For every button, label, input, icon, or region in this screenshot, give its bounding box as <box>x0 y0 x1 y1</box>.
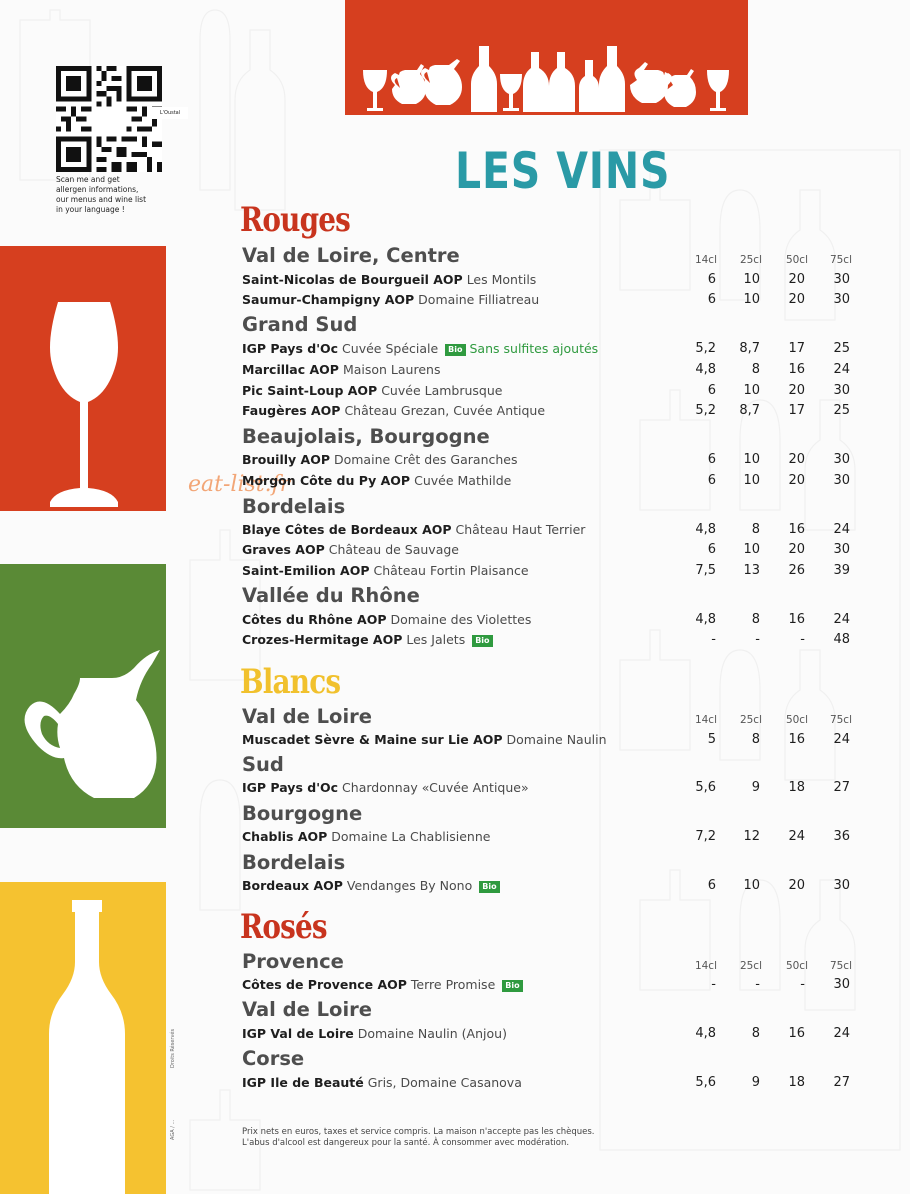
size-14cl: 14cl <box>694 714 717 726</box>
qr-code-icon[interactable] <box>56 66 162 172</box>
price-14cl: 6 <box>707 383 716 398</box>
size-25cl: 25cl <box>739 714 762 726</box>
price-14cl: 4,8 <box>695 362 716 377</box>
price-14cl: 4,8 <box>695 522 716 537</box>
wine-desc: Cuvée Lambrusque <box>381 383 503 398</box>
price-14cl: 6 <box>707 452 716 467</box>
region-title: Val de Loire, Centre <box>242 244 460 267</box>
wine-row <box>242 977 862 995</box>
price-25cl: 10 <box>743 473 760 488</box>
page-title: LES VINS <box>455 142 671 200</box>
price-14cl: - <box>711 632 716 647</box>
price-14cl: 7,5 <box>695 563 716 578</box>
wine-name: Bordeaux AOP <box>242 878 343 893</box>
price-50cl: 16 <box>788 612 805 627</box>
size-50cl: 50cl <box>785 714 808 726</box>
wine-row <box>242 362 862 380</box>
wine-name: IGP Pays d'Oc <box>242 341 339 356</box>
wine-name: Blaye Côtes de Bordeaux AOP <box>242 522 452 537</box>
category-blancs: Blancs <box>240 662 341 702</box>
wine-row <box>242 1026 862 1044</box>
price-14cl: 5,6 <box>695 780 716 795</box>
price-25cl: 10 <box>743 272 760 287</box>
price-14cl: 5,2 <box>695 341 716 356</box>
wine-desc: Domaine des Violettes <box>390 612 532 627</box>
size-14cl: 14cl <box>694 960 717 972</box>
price-25cl: 10 <box>743 878 760 893</box>
wine-row <box>242 292 862 310</box>
bio-badge: Bio <box>502 980 522 992</box>
price-50cl: 16 <box>788 1026 805 1041</box>
wine-desc: Château Grezan, Cuvée Antique <box>344 403 546 418</box>
price-50cl: - <box>800 632 805 647</box>
wine-row <box>242 878 862 896</box>
price-25cl: 10 <box>743 383 760 398</box>
price-25cl: - <box>755 632 760 647</box>
price-14cl: 5 <box>707 732 716 747</box>
price-75cl: 24 <box>833 1026 850 1041</box>
region-title: Bourgogne <box>242 802 363 825</box>
wine-desc: Domaine Naulin (Anjou) <box>357 1026 507 1041</box>
price-75cl: 24 <box>833 522 850 537</box>
price-75cl: 30 <box>833 452 850 467</box>
wine-desc: Chardonnay «Cuvée Antique» <box>342 780 529 795</box>
size-header <box>0 960 910 974</box>
wine-desc: Château Fortin Plaisance <box>373 563 529 578</box>
wine-desc: Château de Sauvage <box>328 542 459 557</box>
size-header <box>0 254 910 268</box>
wine-name: Marcillac AOP <box>242 362 339 377</box>
credit-note: AGA / ... <box>170 1119 176 1140</box>
price-25cl: 8,7 <box>739 341 760 356</box>
wine-row <box>242 632 862 650</box>
wine-name: Graves AOP <box>242 542 325 557</box>
wine-name: Muscadet Sèvre & Maine sur Lie AOP <box>242 732 503 747</box>
price-50cl: 17 <box>788 403 805 418</box>
size-75cl: 75cl <box>829 960 852 972</box>
region-title: Vallée du Rhône <box>242 584 420 607</box>
bio-badge: Bio <box>472 635 492 647</box>
region-title: Bordelais <box>242 851 346 874</box>
wine-name: Morgon Côte du Py AOP <box>242 473 411 488</box>
price-75cl: 39 <box>833 563 850 578</box>
wine-row <box>242 341 862 359</box>
price-25cl: 8 <box>751 362 760 377</box>
wine-desc: Gris, Domaine Casanova <box>367 1075 522 1090</box>
wine-name: Crozes-Hermitage AOP <box>242 632 403 647</box>
price-25cl: 10 <box>743 542 760 557</box>
wine-desc: Maison Laurens <box>342 362 441 377</box>
wine-desc: Domaine La Chablisienne <box>331 829 491 844</box>
wine-name: Côtes du Rhône AOP <box>242 612 387 627</box>
price-14cl: - <box>711 977 716 992</box>
wine-desc: Terre Promise <box>410 977 496 992</box>
top-banner <box>345 0 748 115</box>
size-50cl: 50cl <box>785 960 808 972</box>
bio-badge: Bio <box>479 881 499 893</box>
price-75cl: 36 <box>833 829 850 844</box>
wine-row <box>242 383 862 401</box>
wine-desc: Les Jalets <box>406 632 466 647</box>
price-50cl: 16 <box>788 362 805 377</box>
price-75cl: 30 <box>833 977 850 992</box>
wine-row <box>242 473 862 491</box>
price-75cl: 30 <box>833 542 850 557</box>
price-50cl: 20 <box>788 473 805 488</box>
price-14cl: 6 <box>707 473 716 488</box>
price-14cl: 5,2 <box>695 403 716 418</box>
region-title: Bordelais <box>242 495 346 518</box>
region-title: Sud <box>242 753 284 776</box>
price-14cl: 6 <box>707 272 716 287</box>
price-14cl: 5,6 <box>695 1075 716 1090</box>
bottle-icon <box>0 882 166 1194</box>
price-75cl: 27 <box>833 1075 850 1090</box>
wine-name: Pic Saint-Loup AOP <box>242 383 378 398</box>
price-25cl: 8,7 <box>739 403 760 418</box>
wine-name: IGP Ile de Beauté <box>242 1075 364 1090</box>
region-title: Grand Sud <box>242 313 358 336</box>
pitcher-icon <box>0 564 166 828</box>
wine-name: Chablis AOP <box>242 829 328 844</box>
region-title: Val de Loire <box>242 705 372 728</box>
price-50cl: 20 <box>788 292 805 307</box>
wine-row <box>242 272 862 290</box>
wine-row <box>242 732 862 750</box>
bio-badge: Bio <box>445 344 465 356</box>
qr-caption <box>56 175 176 215</box>
size-75cl: 75cl <box>829 254 852 266</box>
qr-caption-line: our menus and wine list <box>56 195 147 204</box>
price-25cl: 10 <box>743 452 760 467</box>
wine-name: Côtes de Provence AOP <box>242 977 407 992</box>
price-50cl: 26 <box>788 563 805 578</box>
wine-name: Saint-Emilion AOP <box>242 563 370 578</box>
price-50cl: 20 <box>788 878 805 893</box>
price-14cl: 7,2 <box>695 829 716 844</box>
size-25cl: 25cl <box>739 960 762 972</box>
price-75cl: 24 <box>833 732 850 747</box>
wine-row <box>242 1075 862 1093</box>
yellow-bottle-block <box>0 882 166 1194</box>
price-14cl: 4,8 <box>695 1026 716 1041</box>
region-title: Corse <box>242 1047 305 1070</box>
wine-glass-icon <box>0 246 166 511</box>
wine-row <box>242 612 862 630</box>
price-50cl: 24 <box>788 829 805 844</box>
price-25cl: 9 <box>751 780 760 795</box>
price-25cl: 12 <box>743 829 760 844</box>
region-title: Beaujolais, Bourgogne <box>242 425 490 448</box>
region-title: Provence <box>242 950 344 973</box>
watermark: eat-list.fr <box>188 472 291 497</box>
price-50cl: 20 <box>788 272 805 287</box>
price-25cl: 10 <box>743 292 760 307</box>
price-50cl: 20 <box>788 452 805 467</box>
wine-row <box>242 522 862 540</box>
price-75cl: 30 <box>833 473 850 488</box>
size-25cl: 25cl <box>739 254 762 266</box>
wine-desc: Domaine Naulin <box>506 732 607 747</box>
price-25cl: - <box>755 977 760 992</box>
price-75cl: 30 <box>833 292 850 307</box>
wine-desc: Domaine Filliatreau <box>418 292 540 307</box>
qr-caption-line: in your language ! <box>56 205 125 214</box>
wine-row <box>242 563 862 581</box>
price-75cl: 30 <box>833 878 850 893</box>
price-50cl: 18 <box>788 780 805 795</box>
footer-line: Prix nets en euros, taxes et service compris. La maison n'accepte pas les chèques. <box>242 1127 595 1137</box>
price-50cl: 17 <box>788 341 805 356</box>
price-50cl: - <box>800 977 805 992</box>
wine-name: Saint-Nicolas de Bourgueil AOP <box>242 272 463 287</box>
size-header <box>0 714 910 728</box>
price-25cl: 13 <box>743 563 760 578</box>
wine-row <box>242 829 862 847</box>
price-25cl: 8 <box>751 1026 760 1041</box>
price-50cl: 20 <box>788 383 805 398</box>
price-14cl: 6 <box>707 542 716 557</box>
wine-row <box>242 452 862 470</box>
price-50cl: 16 <box>788 522 805 537</box>
price-50cl: 20 <box>788 542 805 557</box>
price-75cl: 48 <box>833 632 850 647</box>
red-wine-glass-block <box>0 246 166 511</box>
qr-brand-label: L'Oustal <box>152 107 188 119</box>
wine-desc: Cuvée Spéciale <box>342 341 439 356</box>
wine-name: Faugères AOP <box>242 403 341 418</box>
wine-name: IGP Val de Loire <box>242 1026 354 1041</box>
price-25cl: 9 <box>751 1075 760 1090</box>
qr-caption-line: Scan me and get <box>56 175 120 184</box>
wine-note: Sans sulfites ajoutés <box>469 341 599 356</box>
legal-footer <box>242 1127 595 1149</box>
wine-name: IGP Pays d'Oc <box>242 780 339 795</box>
rights-note: Droits Réservés <box>170 1028 176 1068</box>
wine-desc: Domaine Crêt des Garanches <box>333 452 518 467</box>
wine-desc: Les Montils <box>466 272 537 287</box>
price-75cl: 25 <box>833 403 850 418</box>
price-75cl: 25 <box>833 341 850 356</box>
price-50cl: 18 <box>788 1075 805 1090</box>
wine-desc: Vendanges By Nono <box>346 878 473 893</box>
wine-row <box>242 542 862 560</box>
price-75cl: 24 <box>833 612 850 627</box>
wine-desc: Château Haut Terrier <box>455 522 586 537</box>
price-25cl: 8 <box>751 612 760 627</box>
wine-row <box>242 780 862 798</box>
bottles-silhouette-icon <box>345 0 748 115</box>
price-14cl: 6 <box>707 878 716 893</box>
price-75cl: 24 <box>833 362 850 377</box>
category-roses: Rosés <box>240 907 327 947</box>
price-25cl: 8 <box>751 732 760 747</box>
category-rouges: Rouges <box>240 200 351 240</box>
size-75cl: 75cl <box>829 714 852 726</box>
size-14cl: 14cl <box>694 254 717 266</box>
footer-line: L'abus d'alcool est dangereux pour la santé. À consommer avec modération. <box>242 1138 570 1148</box>
price-14cl: 4,8 <box>695 612 716 627</box>
wine-name: Saumur-Champigny AOP <box>242 292 415 307</box>
price-25cl: 8 <box>751 522 760 537</box>
region-title: Val de Loire <box>242 998 372 1021</box>
wine-row <box>242 403 862 421</box>
price-14cl: 6 <box>707 292 716 307</box>
wine-desc: Cuvée Mathilde <box>414 473 512 488</box>
qr-caption-line: allergen informations, <box>56 185 139 194</box>
price-75cl: 30 <box>833 383 850 398</box>
price-75cl: 30 <box>833 272 850 287</box>
price-75cl: 27 <box>833 780 850 795</box>
wine-name: Brouilly AOP <box>242 452 330 467</box>
size-50cl: 50cl <box>785 254 808 266</box>
green-pitcher-block <box>0 564 166 828</box>
price-50cl: 16 <box>788 732 805 747</box>
